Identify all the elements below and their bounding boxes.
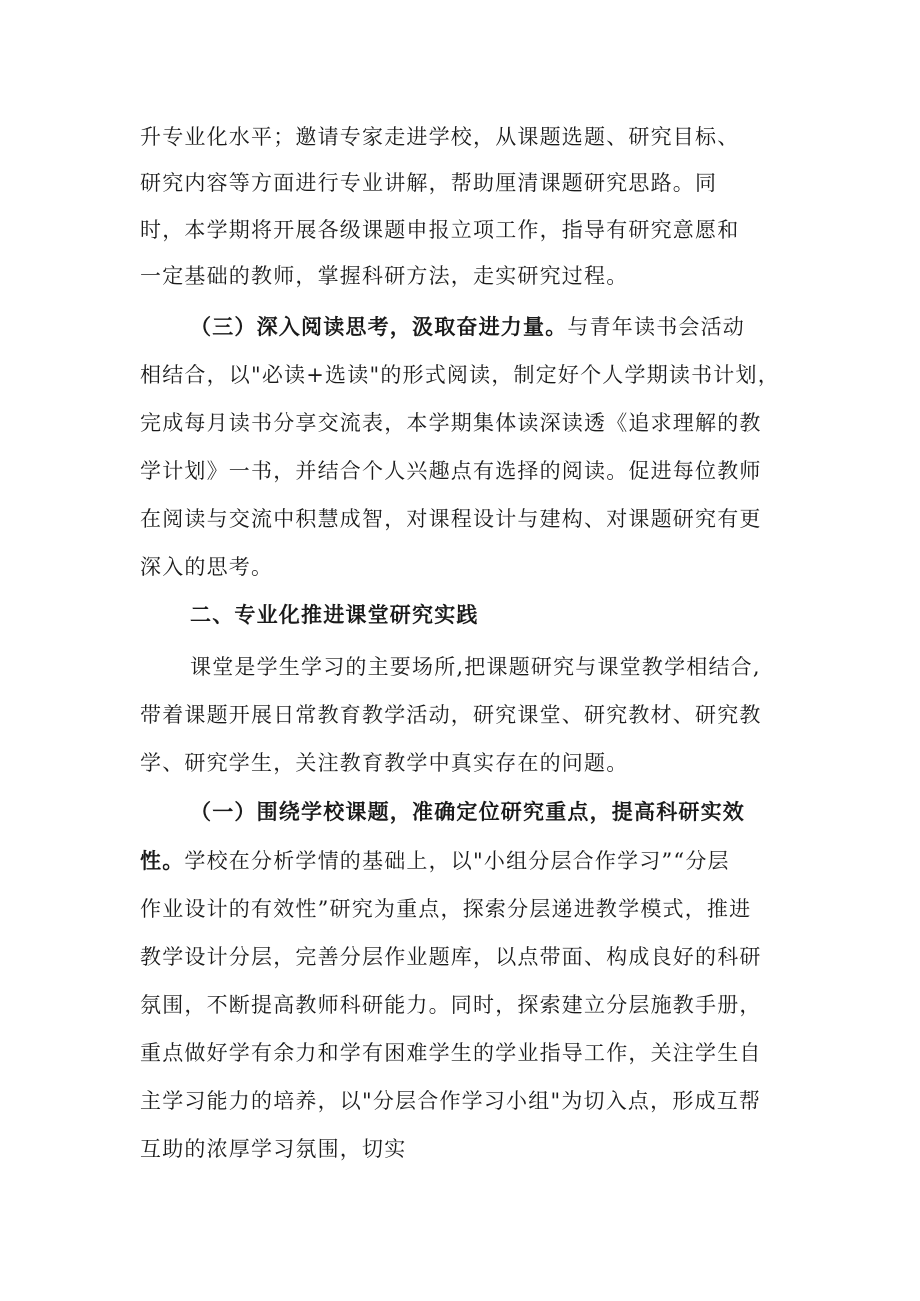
text-line-13: 带着课题开展日常教育教学活动，研究课堂、研究教材、研究教 (140, 703, 762, 727)
text-line-17: 作业设计的有效性”研究为重点，探索分层递进教学模式，推进 (140, 897, 752, 921)
text-line-12: 课堂是学生学习的主要场所,把课题研究与课堂教学相结合, (190, 655, 761, 679)
text-line-9: 在阅读与交流中积慧成智，对课程设计与建构、对课题研究有更 (140, 507, 762, 531)
section-heading-2: 二、专业化推进课堂研究实践 (190, 602, 479, 627)
text-line-10: 深入的思考。 (140, 555, 274, 579)
text-line-18: 教学设计分层，完善分层作业题库，以点带面、构成良好的科研 (140, 945, 762, 969)
text-line-14: 学、研究学生，关注教育教学中真实存在的问题。 (140, 751, 629, 775)
text-line-16: 性。学校在分析学情的基础上，以"小组分层合作学习”“分层 (140, 848, 730, 873)
text-line-4: 一定基础的教师，掌握科研方法，走实研究过程。 (140, 264, 629, 288)
text-line-3: 时，本学期将开展各级课题申报立项工作，指导有研究意愿和 (140, 218, 740, 242)
subheading-line-3: （三）深入阅读思考，汲取奋进力量。与青年读书会活动 (190, 314, 746, 339)
text-line-1: 升专业化水平；邀请专家走进学校，从课题选题、研究目标、 (140, 125, 740, 149)
subheading-line-1: （一）围绕学校课题，准确定位研究重点，提高科研实效 (190, 799, 745, 824)
text-line-8: 学计划》一书，并结合个人兴趣点有选择的阅读。促进每位教师 (140, 459, 762, 483)
text-line-22: 互助的浓厚学习氛围，切实 (140, 1137, 407, 1161)
text-line-19: 氛围，不断提高教师科研能力。同时，探索建立分层施教手册， (140, 993, 762, 1017)
text-line-21: 主学习能力的培养，以"分层合作学习小组"为切入点，形成互帮 (140, 1089, 762, 1113)
text-line-6: 相结合，以"必读+选读"的形式阅读，制定好个人学期读书计划， (140, 363, 780, 387)
text-line-20: 重点做好学有余力和学有困难学生的学业指导工作，关注学生自 (140, 1041, 762, 1065)
text-line-2: 研究内容等方面进行专业讲解，帮助厘清课题研究思路。同 (140, 171, 718, 195)
subheading-bold: （三）深入阅读思考，汲取奋进力量。 (190, 314, 568, 339)
text-line-7: 完成每月读书分享交流表，本学期集体读深读透《追求理解的教 (140, 411, 762, 435)
